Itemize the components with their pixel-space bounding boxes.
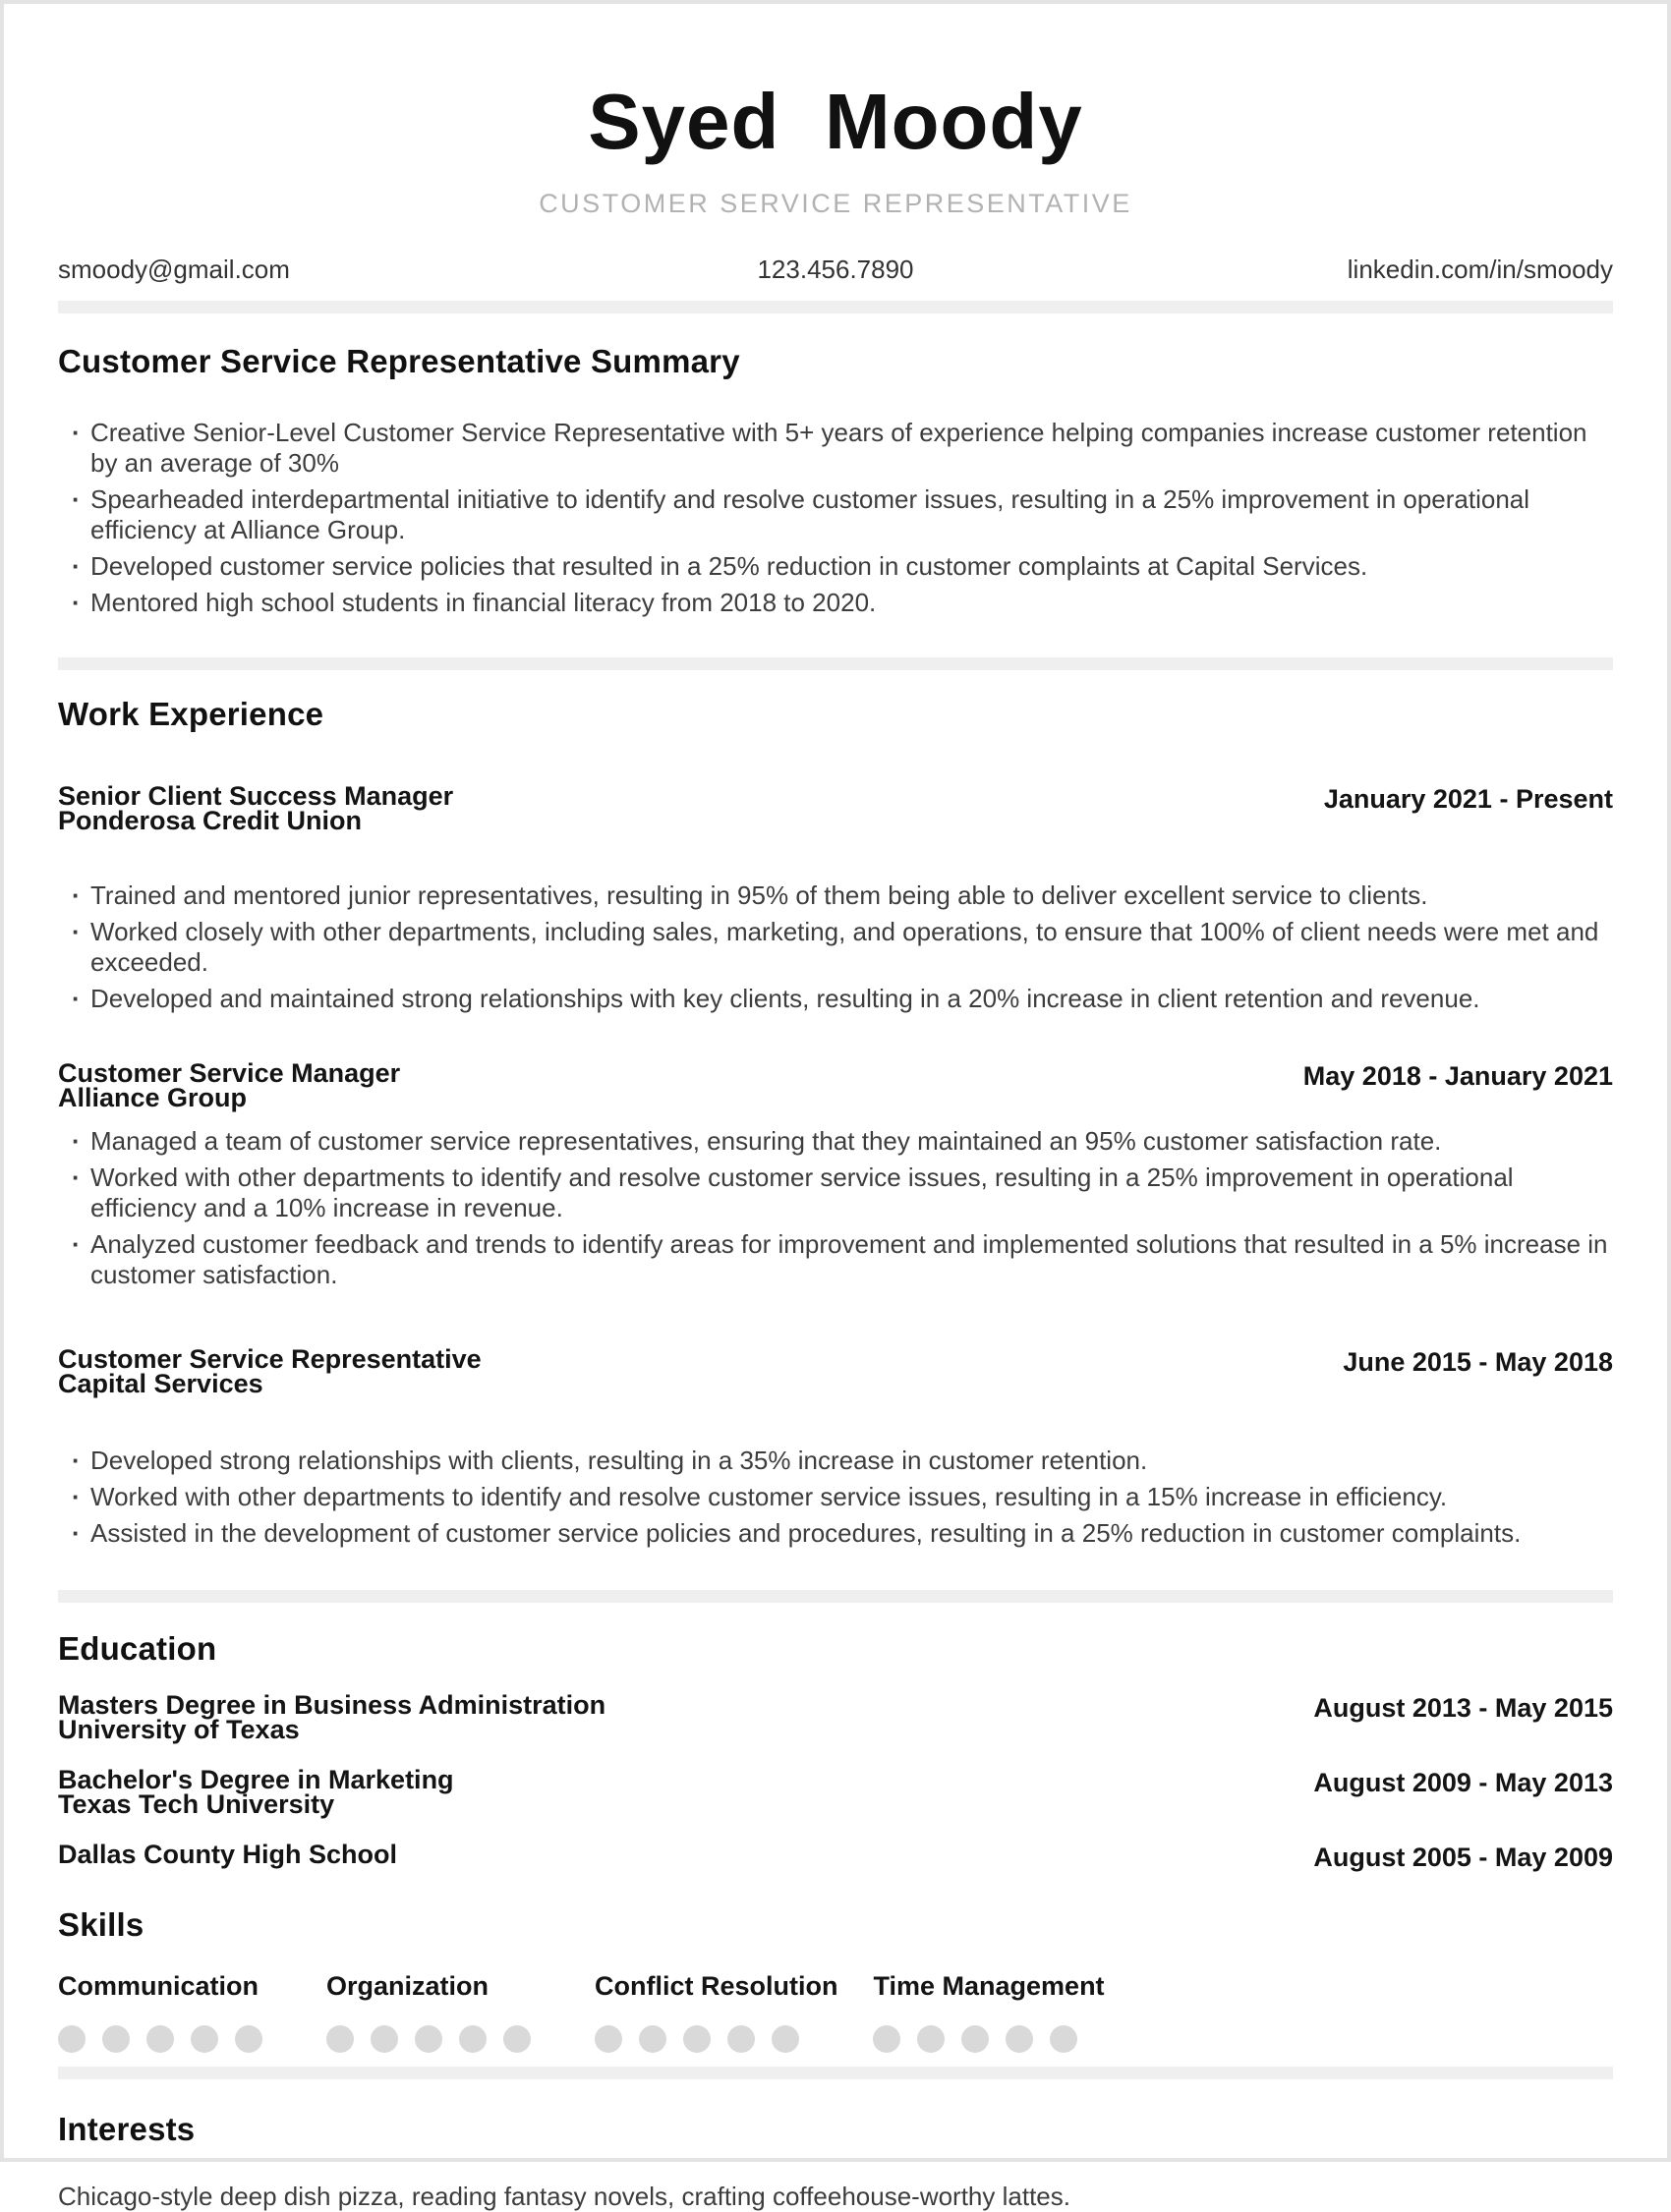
job-bullet-list	[58, 1126, 1613, 1290]
skill-dot	[503, 2025, 531, 2053]
summary-bullet: · Spearheaded interdepartmental initiative to identify and resolve customer issues, resulting in a 25% improvement in operational efficiency at Alliance Group.	[58, 484, 1613, 545]
candidate-title: CUSTOMER SERVICE REPRESENTATIVE	[539, 189, 1132, 218]
job-header	[58, 1058, 1613, 1112]
job-titles	[58, 781, 454, 835]
job-company: Ponderosa Credit Union	[58, 806, 363, 835]
skill-dot	[1006, 2025, 1033, 2053]
education-entry	[58, 1765, 1613, 1819]
work-experience-section	[58, 696, 1613, 1549]
job-titles	[58, 1058, 401, 1112]
job-bullet: · Developed and maintained strong relationships with key clients, resulting in a 20% increase in client retention and revenue.	[58, 984, 1613, 1014]
contact-email: smoody@gmail.com	[58, 255, 290, 284]
contact-phone: 123.456.7890	[757, 255, 914, 284]
education-degree: Bachelor's Degree in Marketing	[58, 1765, 454, 1794]
education-dates: August 2005 - May 2009	[1313, 1843, 1613, 1872]
summary-section	[58, 343, 1613, 618]
job-bullet: · Developed strong relationships with clients, resulting in a 35% increase in customer retention.	[58, 1446, 1613, 1476]
skill-dot	[415, 2025, 442, 2053]
job-bullet: · Managed a team of customer service representatives, ensuring that they maintained an 95% customer satisfaction rate.	[58, 1126, 1613, 1157]
skill-dot	[371, 2025, 398, 2053]
job-entry	[58, 1058, 1613, 1290]
job-company: Capital Services	[58, 1369, 263, 1398]
job-title: Senior Client Success Manager	[58, 781, 454, 811]
job-bullet: · Worked closely with other departments, including sales, marketing, and operations, to ensure that 100% of client needs were met and exceeded.	[58, 917, 1613, 978]
interests-heading: Interests	[58, 2111, 196, 2147]
job-bullet: · Worked with other departments to identify and resolve customer service issues, resulting in a 25% improvement in operational efficiency and a 10% increase in revenue.	[58, 1163, 1613, 1223]
education-degree: Masters Degree in Business Administration	[58, 1690, 606, 1720]
job-title: Customer Service Representative	[58, 1344, 482, 1374]
skills-heading: Skills	[58, 1906, 144, 1943]
education-school: University of Texas	[58, 1715, 300, 1744]
contact-linkedin: linkedin.com/in/smoody	[1347, 255, 1613, 284]
skill-dot	[917, 2025, 945, 2053]
skill-dot	[1050, 2025, 1077, 2053]
interests-text: Chicago-style deep dish pizza, reading fantasy novels, crafting coffeehouse-worthy lattes.	[58, 2182, 1070, 2211]
job-bullet: · Worked with other departments to identify and resolve customer service issues, resulting in a 15% increase in efficiency.	[58, 1482, 1613, 1512]
job-title: Customer Service Manager	[58, 1058, 401, 1088]
skill-item	[58, 1971, 279, 2053]
work-experience-heading: Work Experience	[58, 696, 324, 732]
skill-item	[595, 1971, 837, 2053]
section-divider	[58, 657, 1613, 670]
education-titles	[58, 1690, 606, 1744]
education-dates: August 2013 - May 2015	[1313, 1693, 1613, 1723]
job-titles	[58, 1344, 482, 1398]
summary-bullet: · Creative Senior-Level Customer Service Representative with 5+ years of experience helping companies increase customer retention by an average of 30%	[58, 418, 1613, 479]
contact-row	[58, 255, 1613, 285]
section-divider	[58, 2067, 1613, 2079]
skill-level-dots	[873, 2025, 1104, 2053]
skill-item	[326, 1971, 547, 2053]
skill-dot	[459, 2025, 487, 2053]
skill-level-dots	[326, 2025, 547, 2053]
skill-item	[873, 1971, 1104, 2053]
skill-dot	[235, 2025, 262, 2053]
skill-name: Communication	[58, 1971, 259, 2001]
skill-level-dots	[58, 2025, 279, 2053]
job-header	[58, 781, 1613, 835]
skills-grid	[58, 1971, 1613, 2053]
job-entry	[58, 1344, 1613, 1549]
education-heading: Education	[58, 1630, 217, 1667]
skill-name: Time Management	[873, 1971, 1105, 2001]
job-dates: January 2021 - Present	[1323, 784, 1613, 814]
job-bullet: · Analyzed customer feedback and trends to identify areas for improvement and implemented solutions that resulted in a 5% increase in customer satisfaction.	[58, 1229, 1613, 1290]
skill-dot	[961, 2025, 989, 2053]
education-section	[58, 1630, 1613, 1873]
skill-dot	[326, 2025, 354, 2053]
section-divider	[58, 301, 1613, 313]
summary-bullet-list	[58, 418, 1613, 618]
skill-dot	[683, 2025, 711, 2053]
skill-dot	[58, 2025, 86, 2053]
skills-section	[58, 1906, 1613, 2053]
summary-bullet: · Mentored high school students in financial literacy from 2018 to 2020.	[58, 588, 1613, 618]
skill-dot	[146, 2025, 174, 2053]
summary-heading: Customer Service Representative Summary	[58, 343, 740, 379]
skill-name: Conflict Resolution	[595, 1971, 838, 2001]
education-entry	[58, 1690, 1613, 1744]
job-bullet: · Assisted in the development of customer service policies and procedures, resulting in a 25% reduction in customer complaints.	[58, 1518, 1613, 1549]
skill-name: Organization	[326, 1971, 490, 2001]
job-dates: May 2018 - January 2021	[1302, 1061, 1613, 1091]
job-bullet-list	[58, 1446, 1613, 1549]
section-divider	[58, 1590, 1613, 1603]
job-entry	[58, 781, 1613, 1014]
candidate-name: Syed Moody	[588, 78, 1083, 165]
skill-dot	[727, 2025, 755, 2053]
skill-dot	[639, 2025, 666, 2053]
education-titles	[58, 1765, 454, 1819]
skill-dot	[595, 2025, 622, 2053]
education-school: Texas Tech University	[58, 1789, 335, 1819]
summary-bullet: · Developed customer service policies that resulted in a 25% reduction in customer complaints at Capital Services.	[58, 551, 1613, 582]
education-entry	[58, 1840, 1613, 1873]
skill-dot	[873, 2025, 900, 2053]
job-company: Alliance Group	[58, 1083, 248, 1112]
education-titles	[58, 1840, 398, 1869]
skill-dot	[772, 2025, 799, 2053]
job-bullet: · Trained and mentored junior representatives, resulting in 95% of them being able to deliver excellent service to clients.	[58, 880, 1613, 911]
skill-dot	[191, 2025, 218, 2053]
skill-level-dots	[595, 2025, 837, 2053]
education-dates: August 2009 - May 2013	[1313, 1768, 1613, 1797]
education-degree: Dallas County High School	[58, 1840, 398, 1869]
job-header	[58, 1344, 1613, 1398]
skill-dot	[102, 2025, 130, 2053]
job-bullet-list	[58, 880, 1613, 1014]
job-dates: June 2015 - May 2018	[1343, 1347, 1613, 1377]
